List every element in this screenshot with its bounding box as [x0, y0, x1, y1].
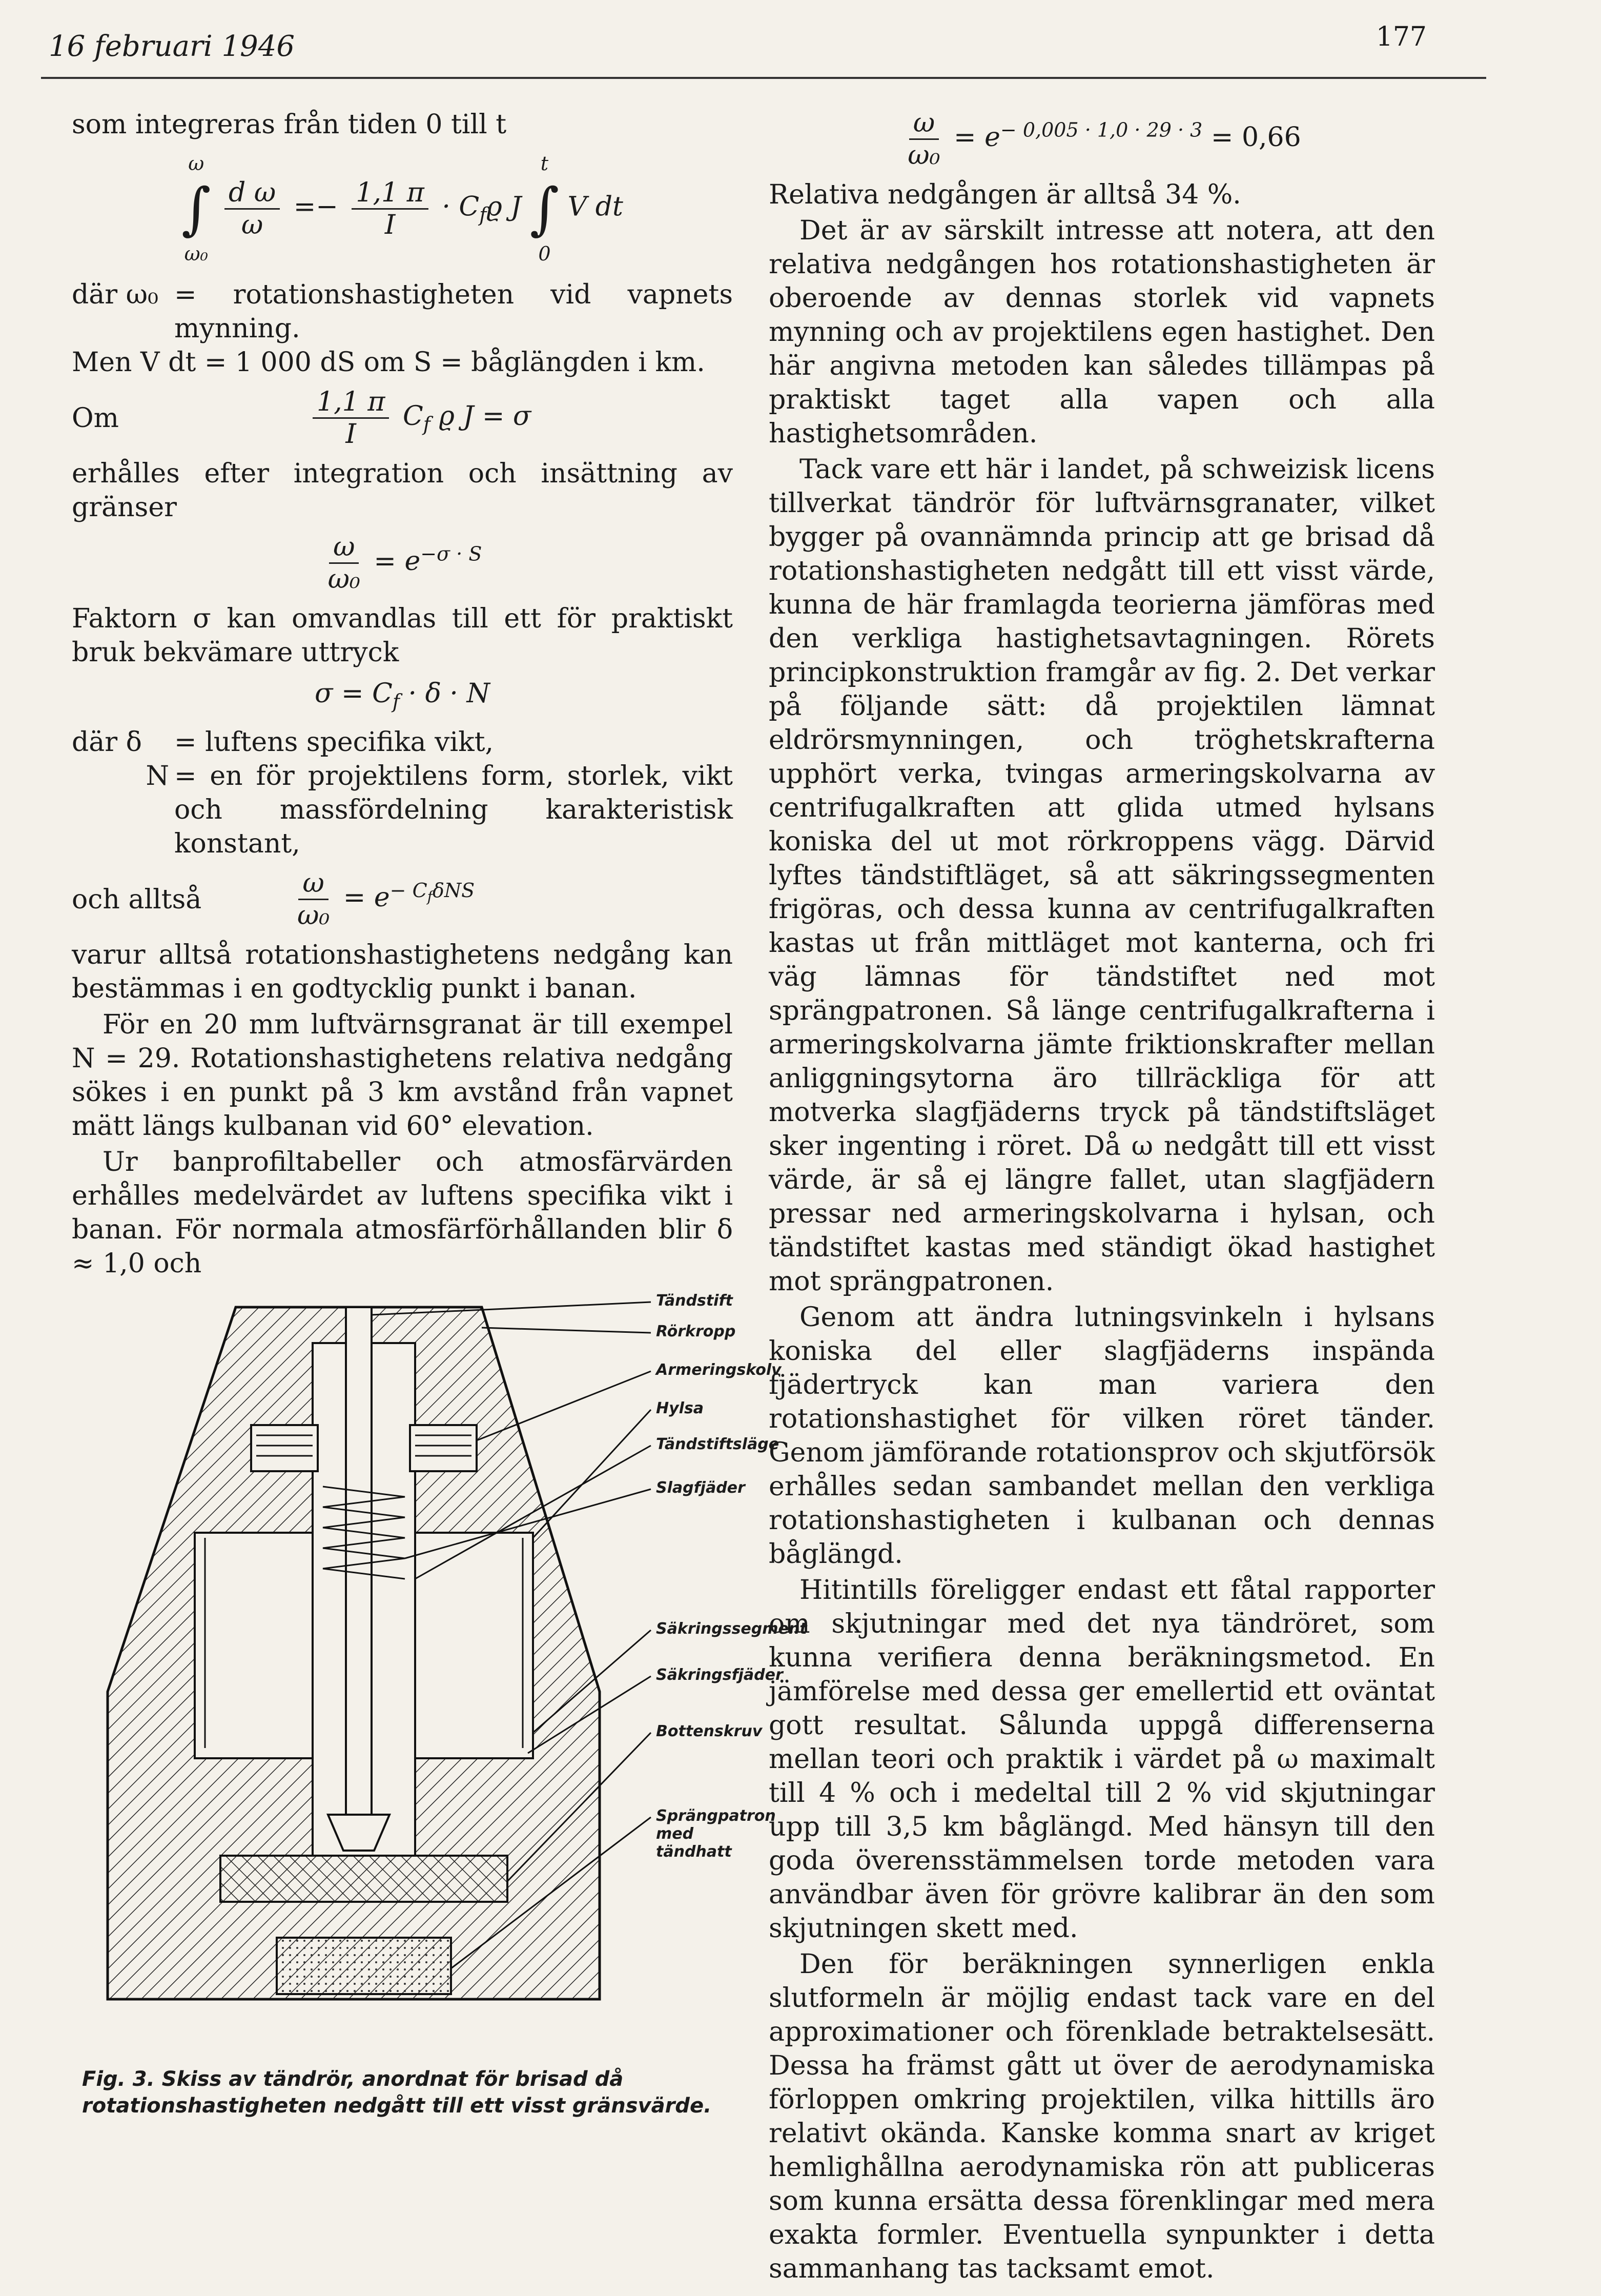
equation-numeric — [769, 108, 1435, 171]
equation-final: och alltså $\frac{\omega}{\text{ω₀}}$ = $e^{- C_f\delta NS}$ — [72, 868, 475, 931]
fuze-diagram — [87, 1271, 807, 2015]
fuze-drawing — [87, 1271, 807, 2015]
eq-term: · δ · N — [400, 678, 490, 709]
running-header-date: 16 februari 1946 — [49, 30, 295, 63]
definition-value: = rotationshastigheten vid vapnets mynning. — [174, 279, 733, 344]
definition — [72, 759, 733, 861]
definition-key: där ω₀ — [72, 279, 158, 310]
eq-term: ϱ J = σ — [439, 401, 531, 432]
figure-caption: Fig. 3. Skiss av tändrör, anordnat för brisad då rotationshastigheten nedgått till ett visst gränsvärde. — [82, 2067, 712, 2118]
paragraph: Faktorn σ kan omvandlas till ett för praktiskt bruk bekvämare uttryck — [72, 603, 733, 668]
header-rule — [41, 77, 1486, 79]
detonator — [277, 1938, 451, 1994]
equation-ratio — [72, 532, 733, 595]
definition — [72, 725, 733, 759]
paragraph: För en 20 mm luftvärnsgranat är till exempel N = 29. Rotationshastighetens relativa nedgång sökes i en punkt på 3 km avstånd från vapnet mätt längs kulbanan vid 60° elevation. — [72, 1009, 733, 1142]
arming-piston-left — [251, 1425, 318, 1471]
eq-exponent: −σ · S — [420, 542, 482, 565]
paragraph: som integreras från tiden 0 till t — [72, 109, 507, 140]
fraction: $\frac{1,1 \pi}{I}$ — [352, 177, 428, 240]
arming-piston-right — [410, 1425, 477, 1471]
eq-term: = e — [954, 122, 1000, 153]
integral-sign: ∫ — [529, 176, 560, 241]
paragraph: Tack vare ett här i landet, på schweizisk licens tillverkat tändrör för luftvärnsgranater, vilket bygger på ovannämnda princip att ge brisad då rotationshastigheten nedgått till ett visst värde, kunna de här framlagda teorierna jämföras med den verkliga hastighetsavtagningen. Rörets principkonstruktion framgår av fig. 2. Det verkar på följande sätt: då projektilen lämnat eldrörsmynningen, och tröghetskrafterna upphört verka, tvingas armeringskolvarna av centrifugalkraften att glida utmed hylsans koniska del ut mot rörkroppens vägg. Därvid lyftes tändstiftläget, så att säkringssegmenten frigöras, och dessa kunna av centrifugalkraften kastas ut från mittläget mot kanterna, och fri väg lämnas för tändstiftet ned mot sprängpatronen. Så länge centrifugalkrafterna i armeringskolvarna jämte friktionskrafter mellan anliggningsytorna äro tillräckliga för att motverka slagfjäderns tryck på tändstiftsläget sker ingenting i röret. Då ω nedgått till ett visst värde, är så ej längre fallet, utan slagfjädern pressar ned armeringskolvarna i hylsan, och tändstiftet kastas med ständigt ökad hastighet mot sprängpatronen. — [769, 454, 1435, 1297]
eq-exponent: − C — [389, 879, 427, 902]
figure-label: Sprängpatron med tändhatt — [656, 1807, 776, 1861]
left-column — [72, 108, 733, 1283]
sleeve-cavity-right — [415, 1533, 533, 1758]
paragraph: Ur banprofiltabeller och atmosfärvärden erhålles medelvärdet av luftens specifika vikt i banan. För normala atmosfärförhållanden blir δ ≈ 1,0 och — [72, 1147, 733, 1279]
integral-lower-limit: 0 — [538, 242, 551, 265]
figure-label: Hylsa — [656, 1399, 704, 1417]
equation-sigma: $\sigma = C_f \cdot \delta \cdot N$ — [315, 678, 490, 713]
eq-term: V dt — [567, 191, 623, 222]
eq-label: Om — [72, 402, 119, 434]
eq-term: = 0,66 — [1210, 122, 1301, 153]
page-number: 177 — [1376, 22, 1427, 52]
bottom-screw — [220, 1856, 507, 1902]
fraction: $\frac{\omega}{\text{ω₀}}$ — [297, 868, 330, 931]
integral-lower-limit: ω₀ — [184, 242, 208, 265]
paragraph: Men V dt = 1 000 dS om S = båglängden i km. — [72, 347, 705, 378]
paragraph: varur alltså rotationshastighetens nedgång kan bestämmas i en godtycklig punkt i banan. — [72, 940, 733, 1005]
fraction: $\frac{1,1 \pi}{I}$ — [313, 387, 389, 450]
fraction: $\frac{\omega}{\text{ω₀}}$ — [327, 532, 360, 595]
definition-key: N — [146, 761, 169, 792]
paragraph: Hitintills föreligger endast ett fåtal rapporter om skjutningar med det nya tändröret, som kunna verifiera denna beräkningsmetod. En jämförelse med dessa ger emellertid ett oväntat gott resultat. Sålunda uppgå differenserna mellan teori och praktik i värdet på ω maximalt till 4 % och i medeltal till 2 % vid skjutningar upp till 3,5 km båglängd. Med hänsyn till den goda överensstämmelsen torde metoden vara användbar även för grövre kalibrar än den som skjutningen skett med. — [769, 1575, 1435, 1944]
eq-term: σ = C — [315, 678, 393, 709]
eq-label: och alltså — [72, 884, 202, 915]
eq-term: · C — [442, 191, 480, 222]
paragraph: Den för beräkningen synnerligen enkla slutformeln är möjlig endast tack vare en del approximationer och förenklade betraktelsesätt. Dessa ha främst gått ut över de aerodynamiska förloppen omkring projektilen, vilka hittills äro relativt okända. Kanske komma snart av kriget hemlighållna aerodynamiska rön att publiceras som kunna ersätta dessa förenklingar med mera exakta formler. Eventuella synpunkter i detta sammanhang tas tacksamt emot. — [769, 1949, 1435, 2284]
sleeve-cavity-left — [195, 1533, 313, 1758]
figure-label: Rörkropp — [656, 1323, 736, 1340]
eq-exponent: − 0,005 · 1,0 · 29 · 3 — [1000, 118, 1203, 141]
definition-key: där δ — [72, 727, 142, 758]
equation-sigma-def: Om $\frac{1,1 \pi}{I}$ $C_f$ ϱ J = σ — [72, 387, 531, 450]
equation-integral: ω ∫ ω₀ $\frac{\text{d ω}}{\omega}$ =− $\frac{1,1 \pi}{I}$ · $C_fϱ$ J t ∫ 0 V dt — [72, 147, 733, 271]
definition-value: = en för projektilens form, storlek, vikt och massfördelning karakteristisk konstant, — [174, 761, 733, 860]
paragraph: Relativa nedgången är alltså 34 %. — [769, 179, 1241, 210]
paragraph: erhålles efter integration och insättning av gränser — [72, 458, 733, 523]
eq-term: = e — [374, 546, 421, 577]
figure-label: Tändstift — [656, 1292, 733, 1310]
right-column — [769, 108, 1435, 2288]
figure-label: Tändstiftsläge — [656, 1435, 779, 1453]
fraction: $\frac{\omega}{\text{ω₀}}$ — [908, 108, 940, 171]
eq-exponent: δNS — [433, 879, 475, 902]
paragraph: Det är av särskilt intresse att notera, att den relativa nedgången hos rotationshastigheten är oberoende av dennas storlek vid vapnets mynning och av projektilens egen hastighet. Den här angivna metoden kan således tillämpas på praktiskt taget alla vapen och alla hastighetsområden. — [769, 215, 1435, 449]
definition-value: = luftens specifika vikt, — [174, 727, 494, 758]
figure-label: Bottenskruv — [656, 1722, 763, 1740]
figure-label: Armeringskolv — [656, 1361, 782, 1379]
fraction: $\frac{\text{d ω}}{\omega}$ — [224, 177, 280, 240]
integral-upper-limit: ω — [188, 152, 204, 175]
definition — [72, 278, 733, 346]
integral-upper-limit: t — [540, 152, 549, 175]
paragraph: Genom att ändra lutningsvinkeln i hylsans koniska del eller slagfjäderns inspända fjädertryck kan man variera den rotationshastighet för vilken röret tänder. Genom jämförande rotationsprov och skjutförsök erhålles sedan sambandet mellan den verkliga rotationshastigheten i kulbanan och dennas båglängd. — [769, 1302, 1435, 1570]
figure-label: Säkringssegment — [656, 1620, 807, 1638]
figure-label: Slagfjäder — [656, 1479, 745, 1497]
eq-term: C — [402, 401, 423, 432]
integral-sign: ∫ — [181, 176, 211, 241]
figure-label: Säkringsfjäder — [656, 1666, 783, 1684]
eq-term: = e — [343, 882, 390, 913]
eq-term: ϱ J — [486, 191, 522, 222]
